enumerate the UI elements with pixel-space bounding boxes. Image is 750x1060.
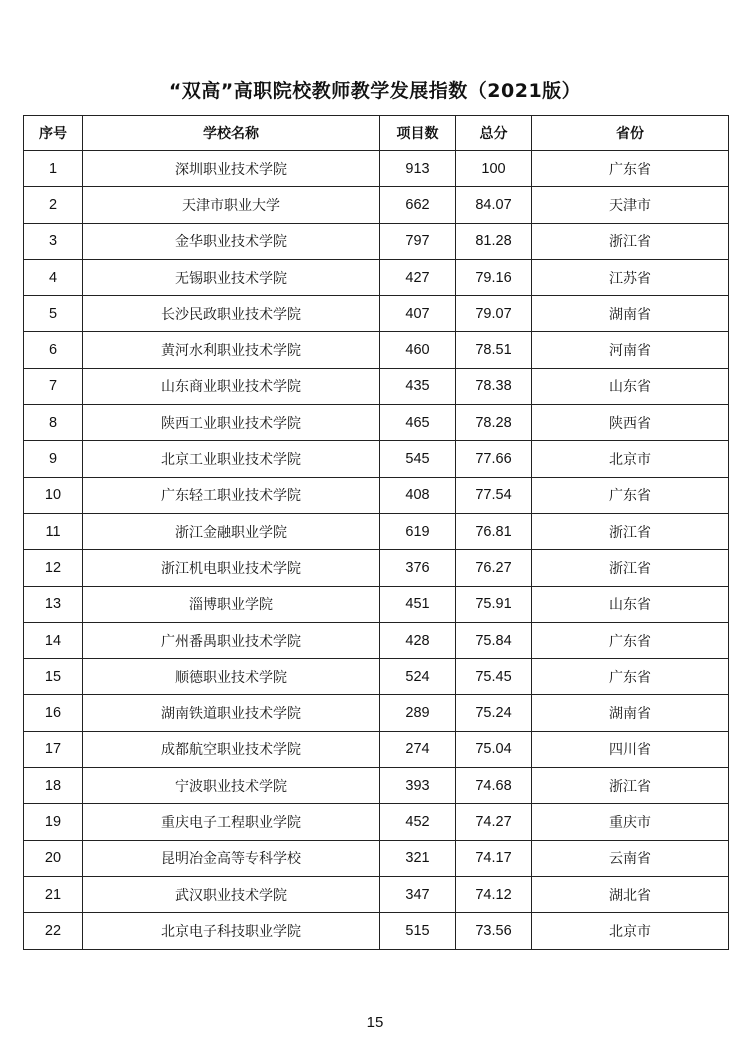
province-cell: 四川省 bbox=[532, 731, 729, 767]
project-count-cell: 460 bbox=[380, 332, 456, 368]
total-score-cell: 73.56 bbox=[456, 913, 532, 949]
rank-cell: 7 bbox=[24, 368, 83, 404]
school-name-cell: 浙江金融职业学院 bbox=[83, 513, 380, 549]
total-score-cell: 100 bbox=[456, 151, 532, 187]
total-score-cell: 84.07 bbox=[456, 187, 532, 223]
project-count-cell: 347 bbox=[380, 876, 456, 912]
table-row bbox=[24, 513, 729, 549]
project-count-cell: 321 bbox=[380, 840, 456, 876]
rank-cell: 2 bbox=[24, 187, 83, 223]
province-cell: 浙江省 bbox=[532, 768, 729, 804]
page-title: “双高”高职院校教师教学发展指数（2021版） bbox=[168, 80, 582, 102]
rank-cell: 1 bbox=[24, 151, 83, 187]
province-cell: 陕西省 bbox=[532, 405, 729, 441]
project-count-cell: 619 bbox=[380, 513, 456, 549]
school-name-cell: 金华职业技术学院 bbox=[83, 223, 380, 259]
column-header-province: 省份 bbox=[532, 116, 729, 151]
table-row bbox=[24, 659, 729, 695]
school-name-cell: 陕西工业职业技术学院 bbox=[83, 405, 380, 441]
rank-cell: 14 bbox=[24, 622, 83, 658]
project-count-cell: 545 bbox=[380, 441, 456, 477]
school-name-cell: 淄博职业学院 bbox=[83, 586, 380, 622]
project-count-cell: 407 bbox=[380, 296, 456, 332]
total-score-cell: 78.51 bbox=[456, 332, 532, 368]
school-name-cell: 黄河水利职业技术学院 bbox=[83, 332, 380, 368]
school-name-cell: 北京电子科技职业学院 bbox=[83, 913, 380, 949]
province-cell: 山东省 bbox=[532, 368, 729, 404]
table-row bbox=[24, 876, 729, 912]
table-row bbox=[24, 913, 729, 949]
province-cell: 广东省 bbox=[532, 151, 729, 187]
rank-cell: 11 bbox=[24, 513, 83, 549]
table-row bbox=[24, 622, 729, 658]
total-score-cell: 74.68 bbox=[456, 768, 532, 804]
province-cell: 广东省 bbox=[532, 659, 729, 695]
province-cell: 北京市 bbox=[532, 913, 729, 949]
total-score-cell: 78.38 bbox=[456, 368, 532, 404]
rank-cell: 3 bbox=[24, 223, 83, 259]
table-row bbox=[24, 695, 729, 731]
table-row bbox=[24, 405, 729, 441]
school-name-cell: 重庆电子工程职业学院 bbox=[83, 804, 380, 840]
table-row bbox=[24, 332, 729, 368]
province-cell: 山东省 bbox=[532, 586, 729, 622]
column-header-score: 总分 bbox=[456, 116, 532, 151]
school-name-cell: 成都航空职业技术学院 bbox=[83, 731, 380, 767]
total-score-cell: 76.81 bbox=[456, 513, 532, 549]
total-score-cell: 81.28 bbox=[456, 223, 532, 259]
school-name-cell: 宁波职业技术学院 bbox=[83, 768, 380, 804]
total-score-cell: 76.27 bbox=[456, 550, 532, 586]
rank-cell: 12 bbox=[24, 550, 83, 586]
rank-cell: 13 bbox=[24, 586, 83, 622]
total-score-cell: 74.27 bbox=[456, 804, 532, 840]
total-score-cell: 77.54 bbox=[456, 477, 532, 513]
total-score-cell: 75.84 bbox=[456, 622, 532, 658]
school-name-cell: 深圳职业技术学院 bbox=[83, 151, 380, 187]
column-header-rank: 序号 bbox=[24, 116, 83, 151]
column-header-projects: 项目数 bbox=[380, 116, 456, 151]
school-name-cell: 北京工业职业技术学院 bbox=[83, 441, 380, 477]
project-count-cell: 465 bbox=[380, 405, 456, 441]
school-name-cell: 昆明冶金高等专科学校 bbox=[83, 840, 380, 876]
total-score-cell: 75.24 bbox=[456, 695, 532, 731]
total-score-cell: 79.16 bbox=[456, 259, 532, 295]
school-name-cell: 武汉职业技术学院 bbox=[83, 876, 380, 912]
total-score-cell: 75.04 bbox=[456, 731, 532, 767]
province-cell: 重庆市 bbox=[532, 804, 729, 840]
table-row bbox=[24, 768, 729, 804]
school-name-cell: 无锡职业技术学院 bbox=[83, 259, 380, 295]
project-count-cell: 427 bbox=[380, 259, 456, 295]
rank-cell: 20 bbox=[24, 840, 83, 876]
total-score-cell: 74.12 bbox=[456, 876, 532, 912]
project-count-cell: 376 bbox=[380, 550, 456, 586]
table-row bbox=[24, 151, 729, 187]
total-score-cell: 75.45 bbox=[456, 659, 532, 695]
table-row bbox=[24, 296, 729, 332]
province-cell: 河南省 bbox=[532, 332, 729, 368]
table-header-row bbox=[24, 116, 729, 151]
rank-cell: 18 bbox=[24, 768, 83, 804]
province-cell: 浙江省 bbox=[532, 223, 729, 259]
total-score-cell: 75.91 bbox=[456, 586, 532, 622]
total-score-cell: 74.17 bbox=[456, 840, 532, 876]
province-cell: 广东省 bbox=[532, 622, 729, 658]
rank-cell: 9 bbox=[24, 441, 83, 477]
project-count-cell: 393 bbox=[380, 768, 456, 804]
project-count-cell: 662 bbox=[380, 187, 456, 223]
rank-cell: 10 bbox=[24, 477, 83, 513]
school-name-cell: 广东轻工职业技术学院 bbox=[83, 477, 380, 513]
table-row bbox=[24, 804, 729, 840]
school-name-cell: 长沙民政职业技术学院 bbox=[83, 296, 380, 332]
table-row bbox=[24, 550, 729, 586]
project-count-cell: 435 bbox=[380, 368, 456, 404]
project-count-cell: 515 bbox=[380, 913, 456, 949]
total-score-cell: 77.66 bbox=[456, 441, 532, 477]
rank-cell: 19 bbox=[24, 804, 83, 840]
project-count-cell: 797 bbox=[380, 223, 456, 259]
province-cell: 广东省 bbox=[532, 477, 729, 513]
school-name-cell: 湖南铁道职业技术学院 bbox=[83, 695, 380, 731]
province-cell: 北京市 bbox=[532, 441, 729, 477]
ranking-table bbox=[23, 115, 729, 950]
province-cell: 浙江省 bbox=[532, 550, 729, 586]
table-row bbox=[24, 586, 729, 622]
table-row bbox=[24, 840, 729, 876]
table-row bbox=[24, 477, 729, 513]
table-row bbox=[24, 223, 729, 259]
project-count-cell: 428 bbox=[380, 622, 456, 658]
province-cell: 云南省 bbox=[532, 840, 729, 876]
rank-cell: 17 bbox=[24, 731, 83, 767]
column-header-school: 学校名称 bbox=[83, 116, 380, 151]
table-row bbox=[24, 731, 729, 767]
project-count-cell: 524 bbox=[380, 659, 456, 695]
project-count-cell: 408 bbox=[380, 477, 456, 513]
province-cell: 浙江省 bbox=[532, 513, 729, 549]
page-number: 15 bbox=[366, 1014, 384, 1031]
project-count-cell: 452 bbox=[380, 804, 456, 840]
province-cell: 天津市 bbox=[532, 187, 729, 223]
province-cell: 湖北省 bbox=[532, 876, 729, 912]
table-body bbox=[24, 151, 729, 950]
school-name-cell: 浙江机电职业技术学院 bbox=[83, 550, 380, 586]
rank-cell: 21 bbox=[24, 876, 83, 912]
rank-cell: 22 bbox=[24, 913, 83, 949]
school-name-cell: 顺德职业技术学院 bbox=[83, 659, 380, 695]
table-row bbox=[24, 259, 729, 295]
total-score-cell: 79.07 bbox=[456, 296, 532, 332]
school-name-cell: 广州番禺职业技术学院 bbox=[83, 622, 380, 658]
project-count-cell: 274 bbox=[380, 731, 456, 767]
total-score-cell: 78.28 bbox=[456, 405, 532, 441]
table-row bbox=[24, 368, 729, 404]
rank-cell: 6 bbox=[24, 332, 83, 368]
province-cell: 江苏省 bbox=[532, 259, 729, 295]
rank-cell: 15 bbox=[24, 659, 83, 695]
project-count-cell: 289 bbox=[380, 695, 456, 731]
rank-cell: 5 bbox=[24, 296, 83, 332]
school-name-cell: 天津市职业大学 bbox=[83, 187, 380, 223]
province-cell: 湖南省 bbox=[532, 296, 729, 332]
school-name-cell: 山东商业职业技术学院 bbox=[83, 368, 380, 404]
rank-cell: 16 bbox=[24, 695, 83, 731]
rank-cell: 8 bbox=[24, 405, 83, 441]
project-count-cell: 913 bbox=[380, 151, 456, 187]
table-row bbox=[24, 441, 729, 477]
province-cell: 湖南省 bbox=[532, 695, 729, 731]
table-row bbox=[24, 187, 729, 223]
rank-cell: 4 bbox=[24, 259, 83, 295]
project-count-cell: 451 bbox=[380, 586, 456, 622]
